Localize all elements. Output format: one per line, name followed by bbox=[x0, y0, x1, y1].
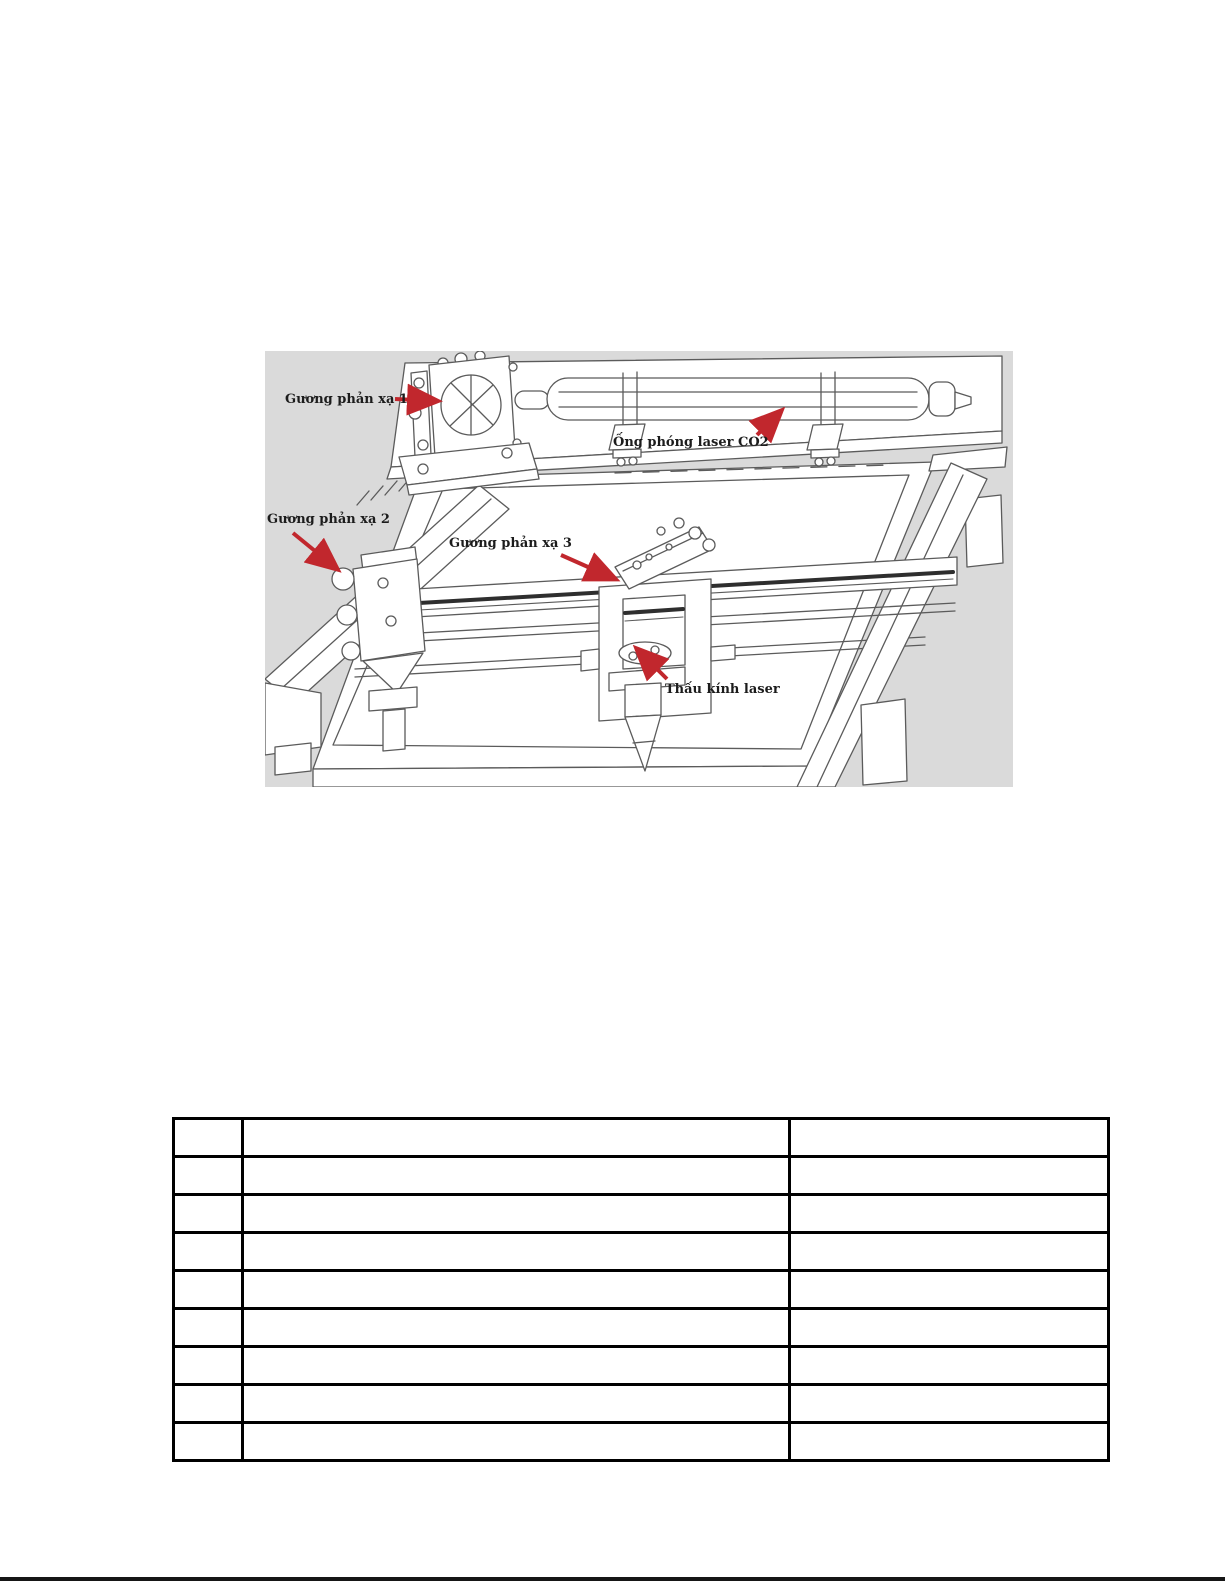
table-row bbox=[174, 1347, 1109, 1385]
table-cell bbox=[174, 1347, 243, 1385]
table-cell bbox=[243, 1233, 790, 1271]
table-cell bbox=[243, 1309, 790, 1347]
table-cell bbox=[790, 1385, 1109, 1423]
table-cell bbox=[174, 1423, 243, 1461]
left-foot bbox=[265, 683, 321, 755]
table-cell bbox=[790, 1195, 1109, 1233]
nozzle-body bbox=[625, 683, 661, 717]
table-row bbox=[174, 1271, 1109, 1309]
table-cell bbox=[243, 1423, 790, 1461]
bed-front-face bbox=[313, 766, 810, 787]
table-cell bbox=[174, 1119, 243, 1157]
table-cell bbox=[790, 1157, 1109, 1195]
table-cell bbox=[790, 1347, 1109, 1385]
table-cell bbox=[790, 1271, 1109, 1309]
machine-body bbox=[265, 351, 1007, 787]
table-row bbox=[174, 1233, 1109, 1271]
table-row bbox=[174, 1157, 1109, 1195]
table-cell bbox=[174, 1233, 243, 1271]
table-cell bbox=[174, 1195, 243, 1233]
table-cell bbox=[174, 1157, 243, 1195]
table-cell bbox=[243, 1385, 790, 1423]
machine-line-art bbox=[265, 351, 1013, 787]
label-laser-tube: Ống phóng laser CO2 bbox=[613, 435, 769, 450]
table-cell bbox=[243, 1157, 790, 1195]
label-mirror-3: Gương phản xạ 3 bbox=[449, 536, 572, 551]
label-laser-lens: Thấu kính laser bbox=[665, 682, 780, 697]
label-mirror-2: Gương phản xạ 2 bbox=[267, 512, 390, 527]
front-right-leg bbox=[861, 699, 907, 785]
table-cell bbox=[790, 1309, 1109, 1347]
mirror2-knob bbox=[332, 568, 354, 590]
mirror2-foot bbox=[369, 687, 417, 711]
tube-right-cap bbox=[929, 382, 955, 416]
table-cell bbox=[243, 1347, 790, 1385]
arrow-mirror-2 bbox=[293, 533, 337, 569]
back-rail-right bbox=[929, 447, 1007, 471]
table-row bbox=[174, 1119, 1109, 1157]
table-cell bbox=[243, 1195, 790, 1233]
table-cell bbox=[790, 1119, 1109, 1157]
table-cell bbox=[243, 1119, 790, 1157]
table-row bbox=[174, 1385, 1109, 1423]
table-cell bbox=[243, 1271, 790, 1309]
lens-plate bbox=[619, 642, 671, 664]
machine-diagram-figure bbox=[265, 351, 1013, 787]
table-cell bbox=[790, 1233, 1109, 1271]
mirror3-knob bbox=[703, 539, 715, 551]
tube-left-connector bbox=[515, 391, 549, 409]
table-cell bbox=[174, 1309, 243, 1347]
table-row bbox=[174, 1309, 1109, 1347]
table-cell bbox=[174, 1385, 243, 1423]
page-bottom-rule bbox=[0, 1577, 1225, 1581]
mirror2-knob bbox=[342, 642, 360, 660]
mirror2-knob bbox=[337, 605, 357, 625]
table-cell bbox=[790, 1423, 1109, 1461]
table-row bbox=[174, 1195, 1109, 1233]
table-row bbox=[174, 1423, 1109, 1461]
label-mirror-1: Gương phản xạ 1 bbox=[285, 392, 408, 407]
mirror3-knob bbox=[689, 527, 701, 539]
mirror2-plate bbox=[353, 559, 425, 661]
table-cell bbox=[174, 1271, 243, 1309]
laser-tube-body bbox=[547, 378, 929, 420]
empty-table bbox=[172, 1117, 1110, 1462]
